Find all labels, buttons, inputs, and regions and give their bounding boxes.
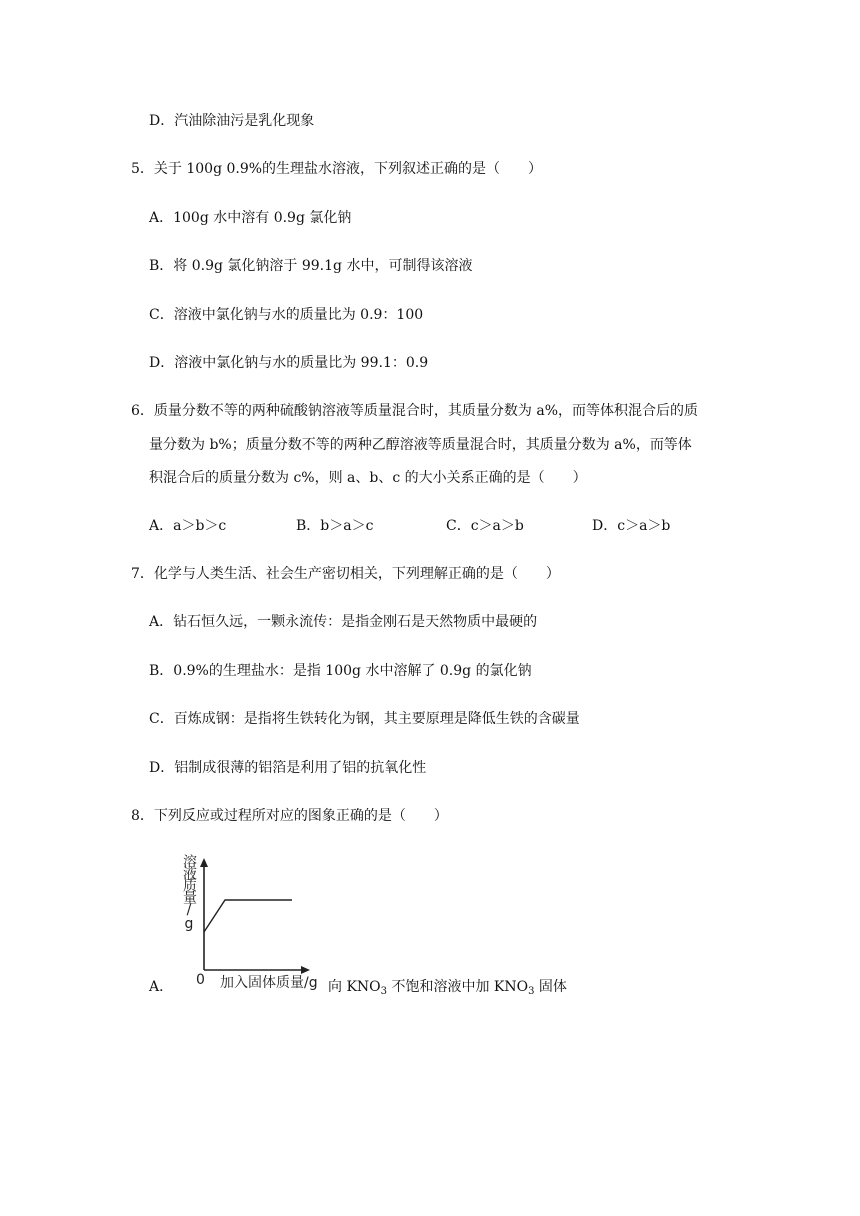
graph-origin-label: 0 <box>196 972 205 988</box>
option-a-text-after: 固体 <box>534 979 567 995</box>
question-6-option-b: B．b＞a＞c <box>296 518 374 534</box>
option-a-text-before: 向 KNO <box>328 979 381 995</box>
graph-x-axis-label: 加入固体质量/g <box>220 975 318 991</box>
question-6-stem-line-1: 6．质量分数不等的两种硫酸钠溶液等质量混合时，其质量分数为 a%，而等体积混合后的质 <box>131 403 699 419</box>
solution-mass-curve <box>204 900 292 932</box>
question-7-option-c: C．百炼成钢：是指将生铁转化为钢，其主要原理是降低生铁的含碳量 <box>149 711 580 727</box>
question-6-options <box>149 516 709 536</box>
question-6-option-c: C．c＞a＞b <box>446 518 524 534</box>
question-8-option-a-graph <box>172 852 342 998</box>
question-6-stem-line-2: 量分数为 b%；质量分数不等的两种乙醇溶液等质量混合时，其质量分数为 a%，而等体 <box>149 437 692 453</box>
question-7-option-b: B．0.9%的生理盐水：是指 100g 水中溶解了 0.9g 的氯化钠 <box>149 663 532 679</box>
question-8-option-a-label: A． <box>149 979 174 995</box>
question-5-option-c: C．溶液中氯化钠与水的质量比为 0.9：100 <box>149 307 424 323</box>
question-5-option-b: B．将 0.9g 氯化钠溶于 99.1g 水中，可制得该溶液 <box>149 258 473 274</box>
graph-y-axis-label: 溶液质量/g <box>181 854 197 930</box>
question-7-option-d: D．铝制成很薄的铝箔是利用了铝的抗氧化性 <box>149 760 427 776</box>
question-8-stem: 8．下列反应或过程所对应的图象正确的是（ ） <box>131 808 448 824</box>
question-5-option-d: D．溶液中氯化钠与水的质量比为 99.1：0.9 <box>149 355 429 371</box>
question-6-option-d: D．c＞a＞b <box>592 518 671 534</box>
option-a-subscript-2: 3 <box>528 986 535 997</box>
question-5-option-a: A．100g 水中溶有 0.9g 氯化钠 <box>149 210 352 226</box>
option-a-subscript-1: 3 <box>380 986 388 997</box>
question-6-option-a: A．a＞b＞c <box>149 518 227 534</box>
question-8-option-a-text <box>328 977 567 1002</box>
y-axis-arrow <box>200 858 208 867</box>
question-5-stem: 5．关于 100g 0.9%的生理盐水溶液，下列叙述正确的是（ ） <box>131 161 543 177</box>
option-a-text-middle: 不饱和溶液中加 KNO <box>387 979 529 995</box>
question-7-stem: 7．化学与人类生活、社会生产密切相关，下列理解正确的是（ ） <box>131 566 560 582</box>
prev-option-d: D．汽油除油污是乳化现象 <box>149 113 315 129</box>
question-7-option-a: A．钻石恒久远，一颗永流传：是指金刚石是天然物质中最硬的 <box>149 614 538 630</box>
question-6-stem-line-3: 积混合后的质量分数为 c%，则 a、b、c 的大小关系正确的是（ ） <box>149 470 587 486</box>
